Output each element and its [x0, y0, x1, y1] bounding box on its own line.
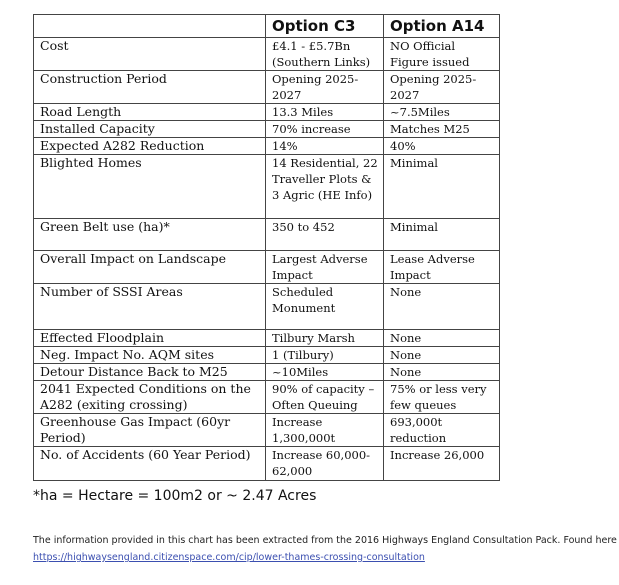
c3-value: 14 Residential, 22 Traveller Plots & 3 Agric (HE Info): [266, 155, 384, 219]
a14-value: Minimal: [384, 155, 500, 219]
table-row: [34, 121, 500, 138]
c3-value: Opening 2025-2027: [266, 71, 384, 104]
a14-value: Increase 26,000: [384, 447, 500, 481]
row-label: Effected Floodplain: [34, 330, 266, 347]
table-row: [34, 38, 500, 71]
a14-value: None: [384, 330, 500, 347]
c3-value: £4.1 - £5.7Bn (Southern Links): [266, 38, 384, 71]
a14-value: NO Official Figure issued: [384, 38, 500, 71]
c3-value: 70% increase: [266, 121, 384, 138]
a14-value: Lease Adverse Impact: [384, 251, 500, 284]
table-row: [34, 219, 500, 251]
row-label: Overall Impact on Landscape: [34, 251, 266, 284]
a14-value: None: [384, 364, 500, 381]
c3-value: Increase 1,300,000t: [266, 414, 384, 447]
table-row: [34, 155, 500, 219]
table-row: [34, 71, 500, 104]
a14-value: Opening 2025-2027: [384, 71, 500, 104]
a14-value: 40%: [384, 138, 500, 155]
c3-value: Scheduled Monument: [266, 284, 384, 330]
header-option-c3: Option C3: [266, 15, 384, 38]
row-label: Greenhouse Gas Impact (60yr Period): [34, 414, 266, 447]
c3-value: 14%: [266, 138, 384, 155]
hectare-footnote: *ha = Hectare = 100m2 or ~ 2.47 Acres: [33, 488, 317, 504]
c3-value: 350 to 452: [266, 219, 384, 251]
table-row: [34, 251, 500, 284]
table-row: [34, 414, 500, 447]
table-row: [34, 347, 500, 364]
a14-value: Matches M25: [384, 121, 500, 138]
c3-value: Largest Adverse Impact: [266, 251, 384, 284]
c3-value: 13.3 Miles: [266, 104, 384, 121]
table-row: [34, 284, 500, 330]
row-label: Detour Distance Back to M25: [34, 364, 266, 381]
table-row: [34, 447, 500, 481]
c3-value: 90% of capacity – Often Queuing: [266, 381, 384, 414]
row-label: Installed Capacity: [34, 121, 266, 138]
a14-value: None: [384, 284, 500, 330]
a14-value: 75% or less very few queues: [384, 381, 500, 414]
row-label: Blighted Homes: [34, 155, 266, 219]
table-row: [34, 381, 500, 414]
row-label: No. of Accidents (60 Year Period): [34, 447, 266, 481]
row-label: Expected A282 Reduction: [34, 138, 266, 155]
row-label: Road Length: [34, 104, 266, 121]
row-label: Construction Period: [34, 71, 266, 104]
c3-value: 1 (Tilbury): [266, 347, 384, 364]
row-label: 2041 Expected Conditions on the A282 (exiting crossing): [34, 381, 266, 414]
row-label: Green Belt use (ha)*: [34, 219, 266, 251]
table-row: [34, 104, 500, 121]
header-blank: [34, 15, 266, 38]
a14-value: 693,000t reduction: [384, 414, 500, 447]
table-row: [34, 330, 500, 347]
table-row: [34, 364, 500, 381]
row-label: Number of SSSI Areas: [34, 284, 266, 330]
source-info-text: The information provided in this chart has been extracted from the 2016 Highways England Consultation Pack. Found here: [33, 535, 617, 546]
a14-value: ~7.5Miles: [384, 104, 500, 121]
row-label: Cost: [34, 38, 266, 71]
c3-value: ~10Miles: [266, 364, 384, 381]
header-option-a14: Option A14: [384, 15, 500, 38]
a14-value: None: [384, 347, 500, 364]
a14-value: Minimal: [384, 219, 500, 251]
consultation-link[interactable]: https://highwaysengland.citizenspace.com/cip/lower-thames-crossing-consultation: [33, 552, 425, 563]
c3-value: Increase 60,000-62,000: [266, 447, 384, 481]
header-row: [34, 15, 500, 38]
table-row: [34, 138, 500, 155]
row-label: Neg. Impact No. AQM sites: [34, 347, 266, 364]
comparison-table: [33, 14, 500, 481]
c3-value: Tilbury Marsh: [266, 330, 384, 347]
